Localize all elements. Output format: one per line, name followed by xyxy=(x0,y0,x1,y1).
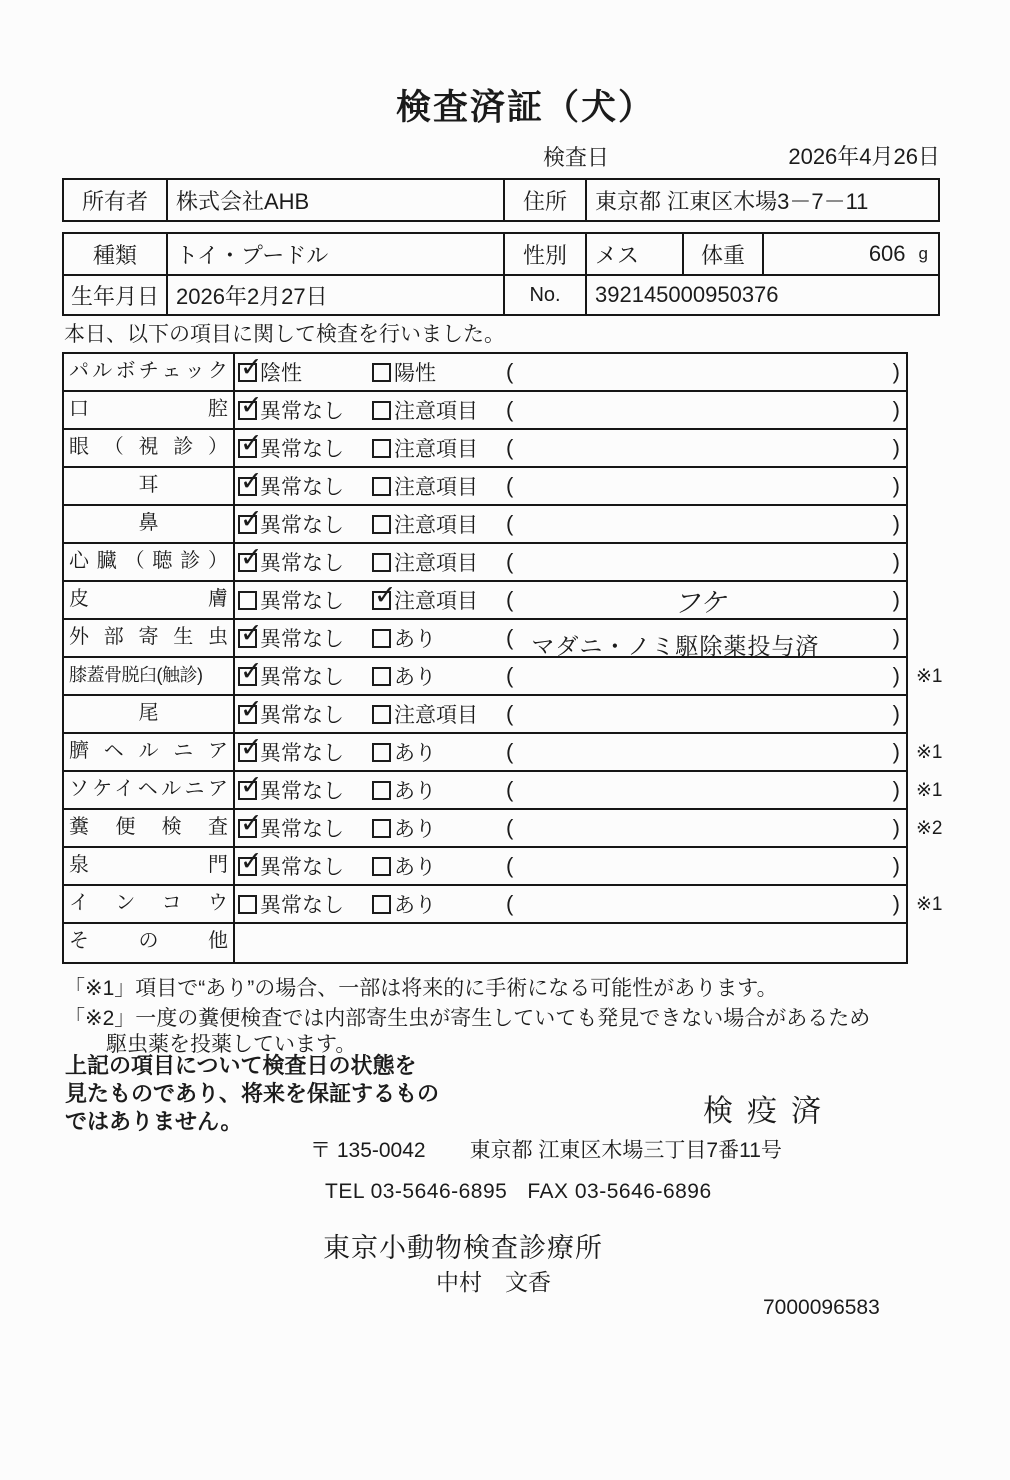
animal-table xyxy=(62,232,940,316)
open-paren: ( xyxy=(506,777,514,802)
weight-unit: g xyxy=(918,244,928,263)
checkbox-icon xyxy=(238,895,257,914)
result-option-1 xyxy=(238,509,372,539)
exam-item-result xyxy=(235,658,906,694)
checkbox-label: あり xyxy=(394,780,436,803)
exam-item-label: 眼（視診） xyxy=(64,430,235,466)
result-option-2 xyxy=(372,433,506,463)
checkbox-icon xyxy=(372,629,391,648)
result-option-2 xyxy=(372,585,506,615)
remarks-field xyxy=(506,663,906,689)
exam-item-label: 皮膚 xyxy=(64,582,235,618)
open-paren: ( xyxy=(506,815,514,840)
exam-table-row xyxy=(64,886,943,924)
disclaimer-line-3: ではありません。 xyxy=(65,1109,243,1134)
exam-item-result xyxy=(235,848,906,884)
checkbox-label: 注意項目 xyxy=(394,438,478,461)
checkbox-icon xyxy=(238,743,257,762)
owner-label: 所有者 xyxy=(64,180,168,220)
exam-item-label: 糞便検査 xyxy=(64,810,235,846)
close-paren: ) xyxy=(892,815,900,840)
weight-value xyxy=(764,234,938,274)
checkbox-label: あり xyxy=(394,818,436,841)
checkbox-label: 異常なし xyxy=(260,400,344,423)
clinic-fax: FAX 03-5646-6896 xyxy=(527,1180,712,1203)
checkbox-label: 異常なし xyxy=(260,856,344,879)
result-option-2 xyxy=(372,395,506,425)
disclaimer-line-1: 上記の項目について検査日の状態を xyxy=(65,1053,417,1078)
result-option-1 xyxy=(238,775,372,805)
open-paren: ( xyxy=(506,739,514,764)
exam-item-label: 心臓（聴診） xyxy=(64,544,235,580)
exam-item-label: 外部寄生虫 xyxy=(64,620,235,656)
exam-item-result xyxy=(235,582,906,618)
result-option-1 xyxy=(238,737,372,767)
checkbox-label: あり xyxy=(394,742,436,765)
result-option-2 xyxy=(372,851,506,881)
exam-table-row xyxy=(64,620,906,658)
exam-table-row xyxy=(64,468,906,506)
open-paren: ( xyxy=(506,359,514,384)
result-option-2 xyxy=(372,889,506,919)
exam-item-label: その他 xyxy=(64,924,235,962)
exam-item-result xyxy=(235,886,906,922)
footnote-ref: ※1 xyxy=(916,780,943,801)
close-paren: ) xyxy=(892,511,900,536)
breed-value: トイ・プードル xyxy=(168,234,505,274)
result-option-1 xyxy=(238,471,372,501)
exam-item-label: ソケイヘルニア xyxy=(64,772,235,808)
checkbox-label: 異常なし xyxy=(260,628,344,651)
remarks-field xyxy=(506,581,906,620)
remarks-field xyxy=(506,511,906,537)
exam-item-label: 膝蓋骨脱臼(触診) xyxy=(64,658,235,694)
checkbox-icon xyxy=(372,515,391,534)
exam-table-row xyxy=(64,430,906,468)
open-paren: ( xyxy=(506,587,514,612)
result-option-2 xyxy=(372,509,506,539)
page-title: 検査済証（犬） xyxy=(396,88,656,127)
footnote-2-continued: 駆虫薬を投薬しています。 xyxy=(106,1033,357,1056)
footnote-ref: ※1 xyxy=(916,742,943,763)
close-paren: ) xyxy=(892,891,900,916)
breed-row xyxy=(64,234,938,274)
exam-item-result xyxy=(235,506,906,542)
open-paren: ( xyxy=(506,511,514,536)
checkbox-icon xyxy=(372,857,391,876)
checkbox-label: 陽性 xyxy=(394,362,436,385)
number-label: No. xyxy=(505,276,587,314)
close-paren: ) xyxy=(892,587,900,612)
exam-table-row xyxy=(64,582,906,620)
result-option-2 xyxy=(372,357,506,387)
checkbox-icon xyxy=(372,439,391,458)
result-option-2 xyxy=(372,775,506,805)
exam-item-result xyxy=(235,772,906,808)
checkbox-icon xyxy=(372,553,391,572)
checkbox-label: あり xyxy=(394,628,436,651)
inspection-date-label: 検査日 xyxy=(543,145,610,170)
remarks-field xyxy=(506,777,906,803)
result-option-2 xyxy=(372,547,506,577)
checkbox-icon xyxy=(238,781,257,800)
disclaimer-line-2: 見たものであり、将来を保証するもの xyxy=(65,1081,440,1106)
footnote-1: 「※1」項目で“あり”の場合、一部は将来的に手術になる可能性があります。 xyxy=(64,977,778,1000)
remarks-field xyxy=(506,616,906,661)
result-option-2 xyxy=(372,737,506,767)
exam-item-label: インコウ xyxy=(64,886,235,922)
exam-table-row xyxy=(64,658,943,696)
birth-value: 2026年2月27日 xyxy=(168,276,505,314)
open-paren: ( xyxy=(506,853,514,878)
exam-item-result xyxy=(235,924,906,962)
checkbox-label: 注意項目 xyxy=(394,400,478,423)
clinic-postal-line xyxy=(310,1134,782,1164)
weight-label: 体重 xyxy=(684,234,764,274)
breed-label: 種類 xyxy=(64,234,168,274)
footnote-ref: ※1 xyxy=(916,666,943,687)
owner-table xyxy=(62,178,940,222)
result-option-1 xyxy=(238,433,372,463)
checkbox-label: 異常なし xyxy=(260,438,344,461)
remarks-field xyxy=(506,739,906,765)
checkbox-label: あり xyxy=(394,666,436,689)
remarks-entry: マダニ・ノミ駆除薬投与済 xyxy=(531,632,820,659)
open-paren: ( xyxy=(506,397,514,422)
checkbox-label: 異常なし xyxy=(260,666,344,689)
checkbox-label: 注意項目 xyxy=(394,552,478,575)
result-option-1 xyxy=(238,699,372,729)
checkbox-label: 異常なし xyxy=(260,894,344,917)
checkbox-label: 異常なし xyxy=(260,742,344,765)
checkbox-icon xyxy=(372,667,391,686)
exam-item-result xyxy=(235,468,906,504)
checkbox-icon xyxy=(238,477,257,496)
result-option-1 xyxy=(238,547,372,577)
checkbox-label: 注意項目 xyxy=(394,476,478,499)
checkbox-icon xyxy=(238,363,257,382)
birth-row xyxy=(64,274,938,314)
close-paren: ) xyxy=(892,549,900,574)
owner-value: 株式会社AHB xyxy=(168,180,505,220)
close-paren: ) xyxy=(892,853,900,878)
exam-item-result xyxy=(235,392,906,428)
checkbox-icon xyxy=(238,401,257,420)
exam-item-result xyxy=(235,734,906,770)
checkbox-icon xyxy=(238,857,257,876)
weight-number: 606 xyxy=(868,241,906,266)
remarks-field xyxy=(506,891,906,917)
exam-table-row xyxy=(64,848,906,886)
close-paren: ) xyxy=(892,473,900,498)
result-option-1 xyxy=(238,661,372,691)
result-option-2 xyxy=(372,699,506,729)
exam-table-row xyxy=(64,354,906,392)
checkbox-icon xyxy=(372,401,391,420)
open-paren: ( xyxy=(506,435,514,460)
checkbox-icon xyxy=(372,477,391,496)
checkbox-icon xyxy=(372,819,391,838)
exam-item-result xyxy=(235,430,906,466)
result-option-2 xyxy=(372,813,506,843)
address-label: 住所 xyxy=(505,180,587,220)
sex-value: メス xyxy=(587,234,684,274)
footnote-2: 「※2」一度の糞便検査では内部寄生虫が寄生していても発見できない場合があるため xyxy=(64,1007,871,1030)
clinic-postal-code: 〒 135-0042 xyxy=(310,1139,426,1162)
checkbox-icon xyxy=(372,363,391,382)
result-option-1 xyxy=(238,851,372,881)
close-paren: ) xyxy=(892,663,900,688)
exam-table-row xyxy=(64,734,943,772)
exam-item-label: 泉門 xyxy=(64,848,235,884)
sex-label: 性別 xyxy=(505,234,587,274)
remarks-field xyxy=(506,359,906,385)
exam-table xyxy=(62,352,943,964)
birth-label: 生年月日 xyxy=(64,276,168,314)
footnote-ref: ※1 xyxy=(916,894,943,915)
checkbox-icon xyxy=(238,819,257,838)
exam-item-result xyxy=(235,810,906,846)
checkbox-label: 注意項目 xyxy=(394,514,478,537)
inspection-date-value: 2026年4月26日 xyxy=(788,144,940,169)
exam-table-row xyxy=(64,696,906,734)
remarks-entry: フケ xyxy=(672,587,733,618)
veterinarian-name: 中村 文香 xyxy=(436,1269,551,1295)
exam-table-row xyxy=(64,772,943,810)
checkbox-icon xyxy=(238,439,257,458)
disclaimer-text xyxy=(65,1052,439,1136)
checkbox-label: 注意項目 xyxy=(394,590,478,613)
checkbox-icon xyxy=(372,743,391,762)
exam-item-label: 臍ヘルニア xyxy=(64,734,235,770)
result-option-1 xyxy=(238,623,372,653)
result-option-1 xyxy=(238,585,372,615)
checkbox-label: あり xyxy=(394,856,436,879)
open-paren: ( xyxy=(506,891,514,916)
close-paren: ) xyxy=(892,397,900,422)
remarks-field xyxy=(506,815,906,841)
address-value: 東京都 江東区木場3－7－11 xyxy=(595,188,869,214)
checkbox-label: 注意項目 xyxy=(394,704,478,727)
result-option-2 xyxy=(372,623,506,653)
checkbox-icon xyxy=(372,781,391,800)
open-paren: ( xyxy=(506,549,514,574)
checkbox-icon xyxy=(238,591,257,610)
exam-item-label: 尾 xyxy=(64,696,235,732)
checkbox-label: 異常なし xyxy=(260,704,344,727)
result-option-2 xyxy=(372,661,506,691)
clinic-tel: TEL 03-5646-6895 xyxy=(325,1180,508,1203)
clinic-name: 東京小動物検査診療所 xyxy=(323,1233,603,1263)
exam-table-row xyxy=(64,544,906,582)
open-paren: ( xyxy=(506,625,514,650)
exam-item-label: 鼻 xyxy=(64,506,235,542)
exam-table-row xyxy=(64,506,906,544)
remarks-field xyxy=(506,549,906,575)
exam-table-row xyxy=(64,810,943,848)
remarks-field xyxy=(506,701,906,727)
close-paren: ) xyxy=(892,701,900,726)
checkbox-label: 異常なし xyxy=(260,818,344,841)
clinic-tel-line xyxy=(325,1180,712,1204)
exam-item-result xyxy=(235,620,906,659)
checkbox-icon xyxy=(372,895,391,914)
close-paren: ) xyxy=(892,359,900,384)
checkbox-label: あり xyxy=(394,894,436,917)
checkbox-icon xyxy=(238,515,257,534)
number-value: 392145000950376 xyxy=(595,282,779,307)
exam-item-label: 耳 xyxy=(64,468,235,504)
checkbox-label: 異常なし xyxy=(260,590,344,613)
checkbox-icon xyxy=(238,705,257,724)
checkbox-label: 異常なし xyxy=(260,514,344,537)
clinic-address: 東京都 江東区木場三丁目7番11号 xyxy=(469,1139,782,1162)
result-option-1 xyxy=(238,395,372,425)
checkbox-icon xyxy=(238,629,257,648)
footnote-ref: ※2 xyxy=(916,818,943,839)
intro-sentence: 本日、以下の項目に関して検査を行いました。 xyxy=(64,323,505,346)
exam-item-result xyxy=(235,696,906,732)
exam-table-row xyxy=(64,392,906,430)
checkbox-label: 異常なし xyxy=(260,552,344,575)
exam-item-label: 口腔 xyxy=(64,392,235,428)
result-option-1 xyxy=(238,889,372,919)
checkbox-icon xyxy=(238,553,257,572)
checkbox-label: 異常なし xyxy=(260,476,344,499)
remarks-field xyxy=(506,853,906,879)
checkbox-icon xyxy=(372,705,391,724)
quarantine-stamp: 検疫済 xyxy=(703,1095,835,1128)
remarks-field xyxy=(506,435,906,461)
open-paren: ( xyxy=(506,473,514,498)
close-paren: ) xyxy=(892,777,900,802)
open-paren: ( xyxy=(506,663,514,688)
remarks-field xyxy=(506,397,906,423)
exam-table-row xyxy=(64,924,906,962)
document-serial-number: 7000096583 xyxy=(763,1296,880,1319)
close-paren: ) xyxy=(892,739,900,764)
exam-item-result xyxy=(235,354,906,390)
exam-item-label: パルボチェック xyxy=(64,354,235,390)
checkbox-label: 陰性 xyxy=(260,362,302,385)
close-paren: ) xyxy=(892,625,900,650)
result-option-2 xyxy=(372,471,506,501)
open-paren: ( xyxy=(506,701,514,726)
checkbox-label: 異常なし xyxy=(260,780,344,803)
close-paren: ) xyxy=(892,435,900,460)
remarks-field xyxy=(506,473,906,499)
result-option-1 xyxy=(238,813,372,843)
exam-item-result xyxy=(235,544,906,580)
result-option-1 xyxy=(238,357,372,387)
owner-row xyxy=(64,180,938,220)
checkbox-icon xyxy=(372,591,391,610)
checkbox-icon xyxy=(238,667,257,686)
